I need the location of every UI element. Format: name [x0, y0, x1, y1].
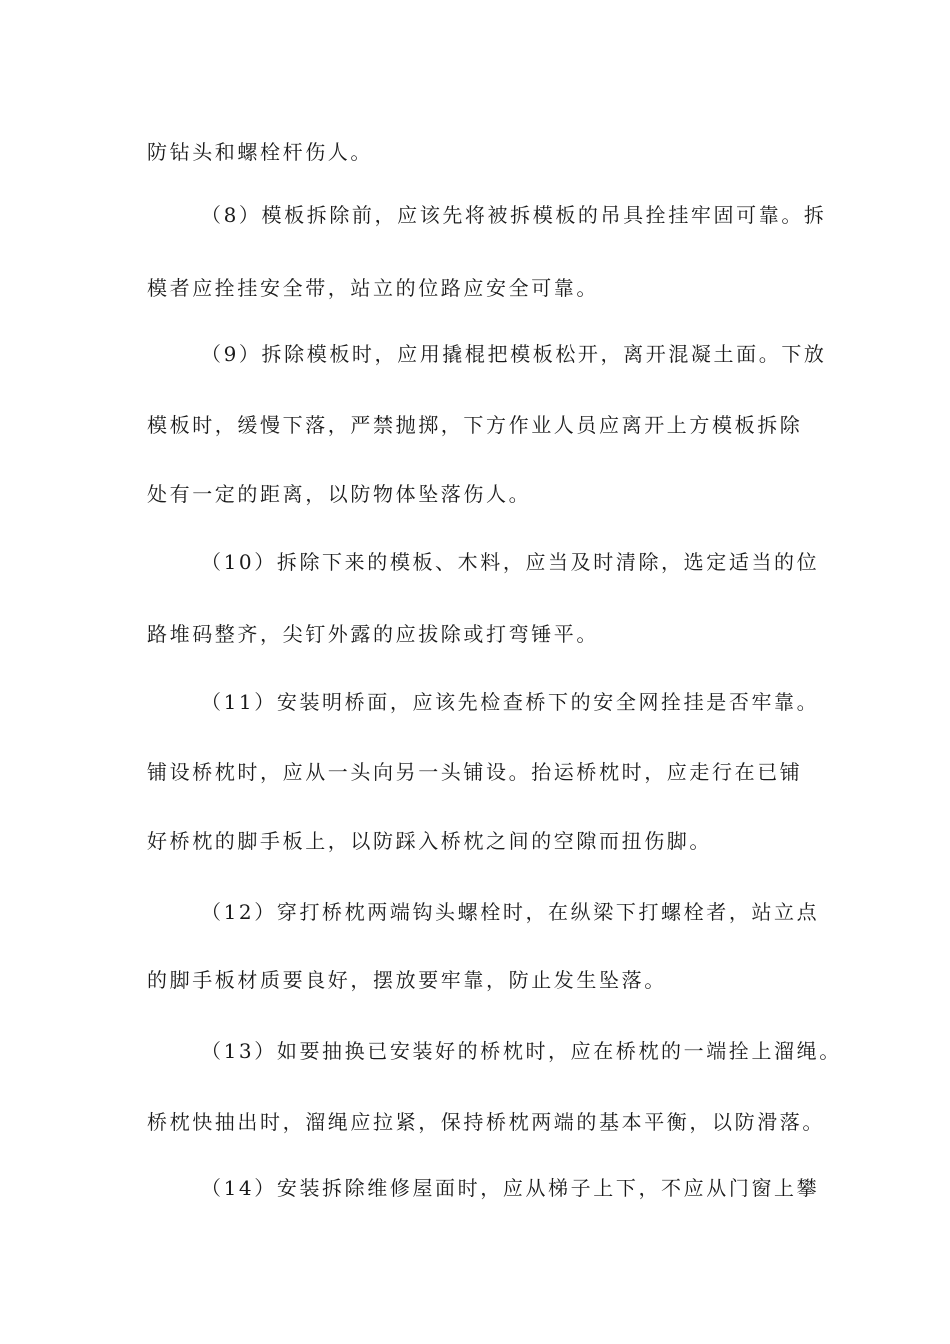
text-line: 模板时，缓慢下落，严禁抛掷，下方作业人员应离开上方模板拆除 [147, 413, 803, 437]
paragraph-13-line-1: （13）如要抽换已安装好的桥枕时，应在桥枕的一端拴上溜绳。 [201, 1039, 842, 1063]
paragraph-9-line-1: （9）拆除模板时，应用撬棍把模板松开，离开混凝土面。下放 [201, 342, 827, 366]
text-line: 防钻头和螺栓杆伤人。 [147, 140, 373, 164]
paragraph-14-line-1: （14）安装拆除维修屋面时，应从梯子上下，不应从门窗上攀 [201, 1176, 820, 1200]
text-line: 路堆码整齐，尖钉外露的应拔除或打弯锤平。 [147, 622, 599, 646]
text-line: 处有一定的距离，以防物体坠落伤人。 [147, 482, 532, 506]
paragraph-12-line-1: （12）穿打桥枕两端钩头螺栓时，在纵梁下打螺栓者，站立点 [201, 900, 820, 924]
paragraph-10-line-1: （10）拆除下来的模板、木料，应当及时清除，选定适当的位 [201, 550, 820, 574]
text-line: 桥枕快抽出时，溜绳应拉紧，保持桥枕两端的基本平衡，以防滑落。 [147, 1110, 825, 1134]
text-line: 好桥枕的脚手板上，以防踩入桥枕之间的空隙而扭伤脚。 [147, 829, 712, 853]
text-line: 模者应拴挂安全带，站立的位路应安全可靠。 [147, 276, 599, 300]
text-line: 铺设桥枕时，应从一头向另一头铺设。抬运桥枕时，应走行在已铺 [147, 760, 803, 784]
paragraph-8-line-1: （8）模板拆除前，应该先将被拆模板的吊具拴挂牢固可靠。拆 [201, 203, 827, 227]
paragraph-11-line-1: （11）安装明桥面，应该先检查桥下的安全网拴挂是否牢靠。 [201, 690, 820, 714]
text-line: 的脚手板材质要良好，摆放要牢靠，防止发生坠落。 [147, 968, 667, 992]
